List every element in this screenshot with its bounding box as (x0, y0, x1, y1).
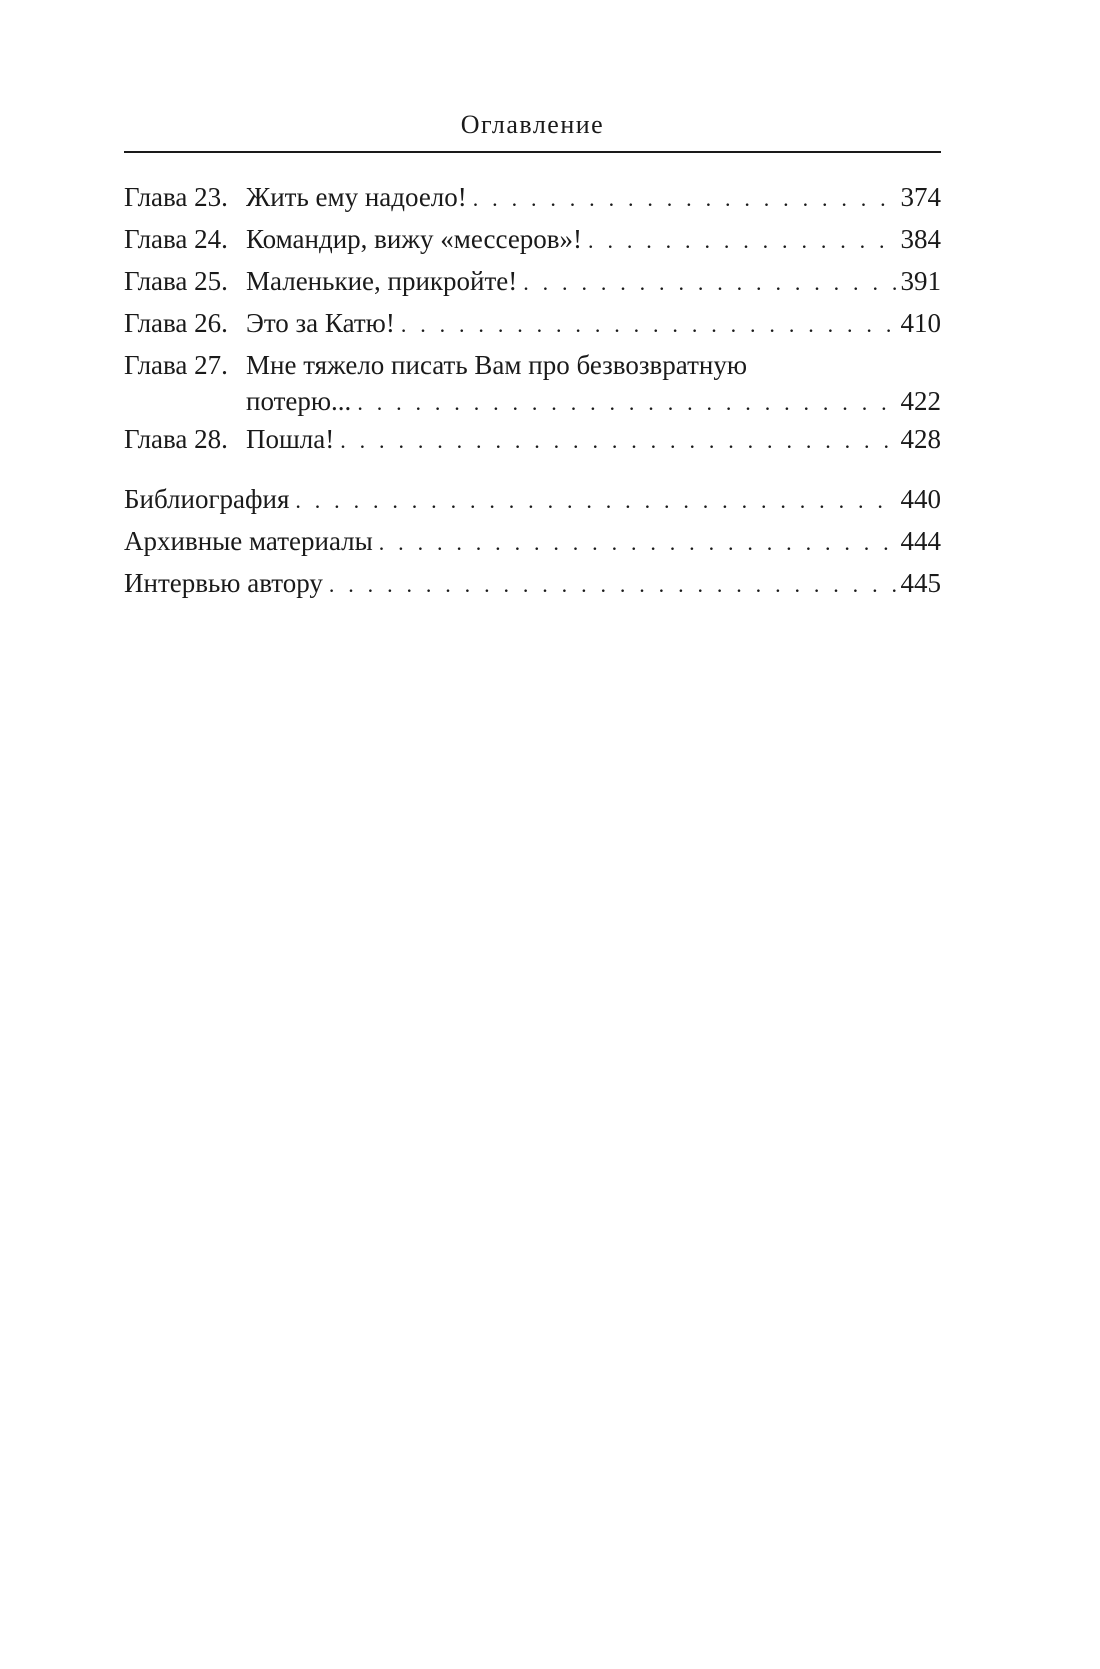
chapter-title-line-2: потерю... (246, 386, 352, 416)
page-number: 374 (900, 182, 941, 212)
page-number: 410 (900, 308, 941, 338)
chapter-title: Пошла! (246, 424, 335, 454)
dot-leader (357, 387, 896, 419)
toc-entry-chapter-23[interactable] (124, 177, 941, 219)
dot-leader (295, 481, 896, 521)
table-of-contents (124, 177, 941, 605)
chapter-title-line-1: Мне тяжело писать Вам про безвозвратную (246, 350, 747, 380)
toc-entry-archive-materials[interactable] (124, 521, 941, 563)
running-head: Оглавление (460, 110, 605, 139)
page-number: 444 (900, 526, 941, 556)
section-title: Библиография (124, 484, 290, 514)
dot-leader (340, 421, 896, 461)
toc-appendix-section (124, 479, 941, 605)
dot-leader (473, 179, 897, 219)
dot-leader (329, 565, 897, 605)
page-number: 422 (900, 386, 941, 416)
page-number: 391 (900, 266, 941, 296)
page-number: 445 (900, 568, 941, 598)
dot-leader (523, 263, 896, 303)
toc-entry-chapter-27[interactable] (124, 345, 941, 419)
toc-entry-chapter-24[interactable] (124, 219, 941, 261)
chapter-label: Глава 28. (124, 424, 228, 454)
header-rule (124, 151, 941, 153)
chapter-label: Глава 26. (124, 308, 228, 338)
chapter-title: Маленькие, прикройте! (246, 266, 518, 296)
page-number: 440 (900, 484, 941, 514)
toc-entry-chapter-25[interactable] (124, 261, 941, 303)
toc-entry-bibliography[interactable] (124, 479, 941, 521)
toc-page (124, 110, 941, 605)
toc-entry-chapter-28[interactable] (124, 419, 941, 461)
toc-entry-interviews[interactable] (124, 563, 941, 605)
section-title: Архивные материалы (124, 526, 373, 556)
section-title: Интервью автору (124, 568, 323, 598)
page-number: 384 (900, 224, 941, 254)
chapter-label: Глава 27. (124, 350, 228, 380)
chapter-title: Жить ему надоело! (246, 182, 467, 212)
chapter-title: Это за Катю! (246, 308, 395, 338)
page-number: 428 (900, 424, 941, 454)
chapter-label: Глава 25. (124, 266, 228, 296)
chapter-label: Глава 24. (124, 224, 228, 254)
toc-entry-chapter-26[interactable] (124, 303, 941, 345)
dot-leader (588, 221, 896, 261)
chapter-title: Командир, вижу «мессеров»! (246, 224, 583, 254)
dot-leader (401, 305, 897, 345)
dot-leader (379, 523, 897, 563)
chapter-label: Глава 23. (124, 182, 228, 212)
